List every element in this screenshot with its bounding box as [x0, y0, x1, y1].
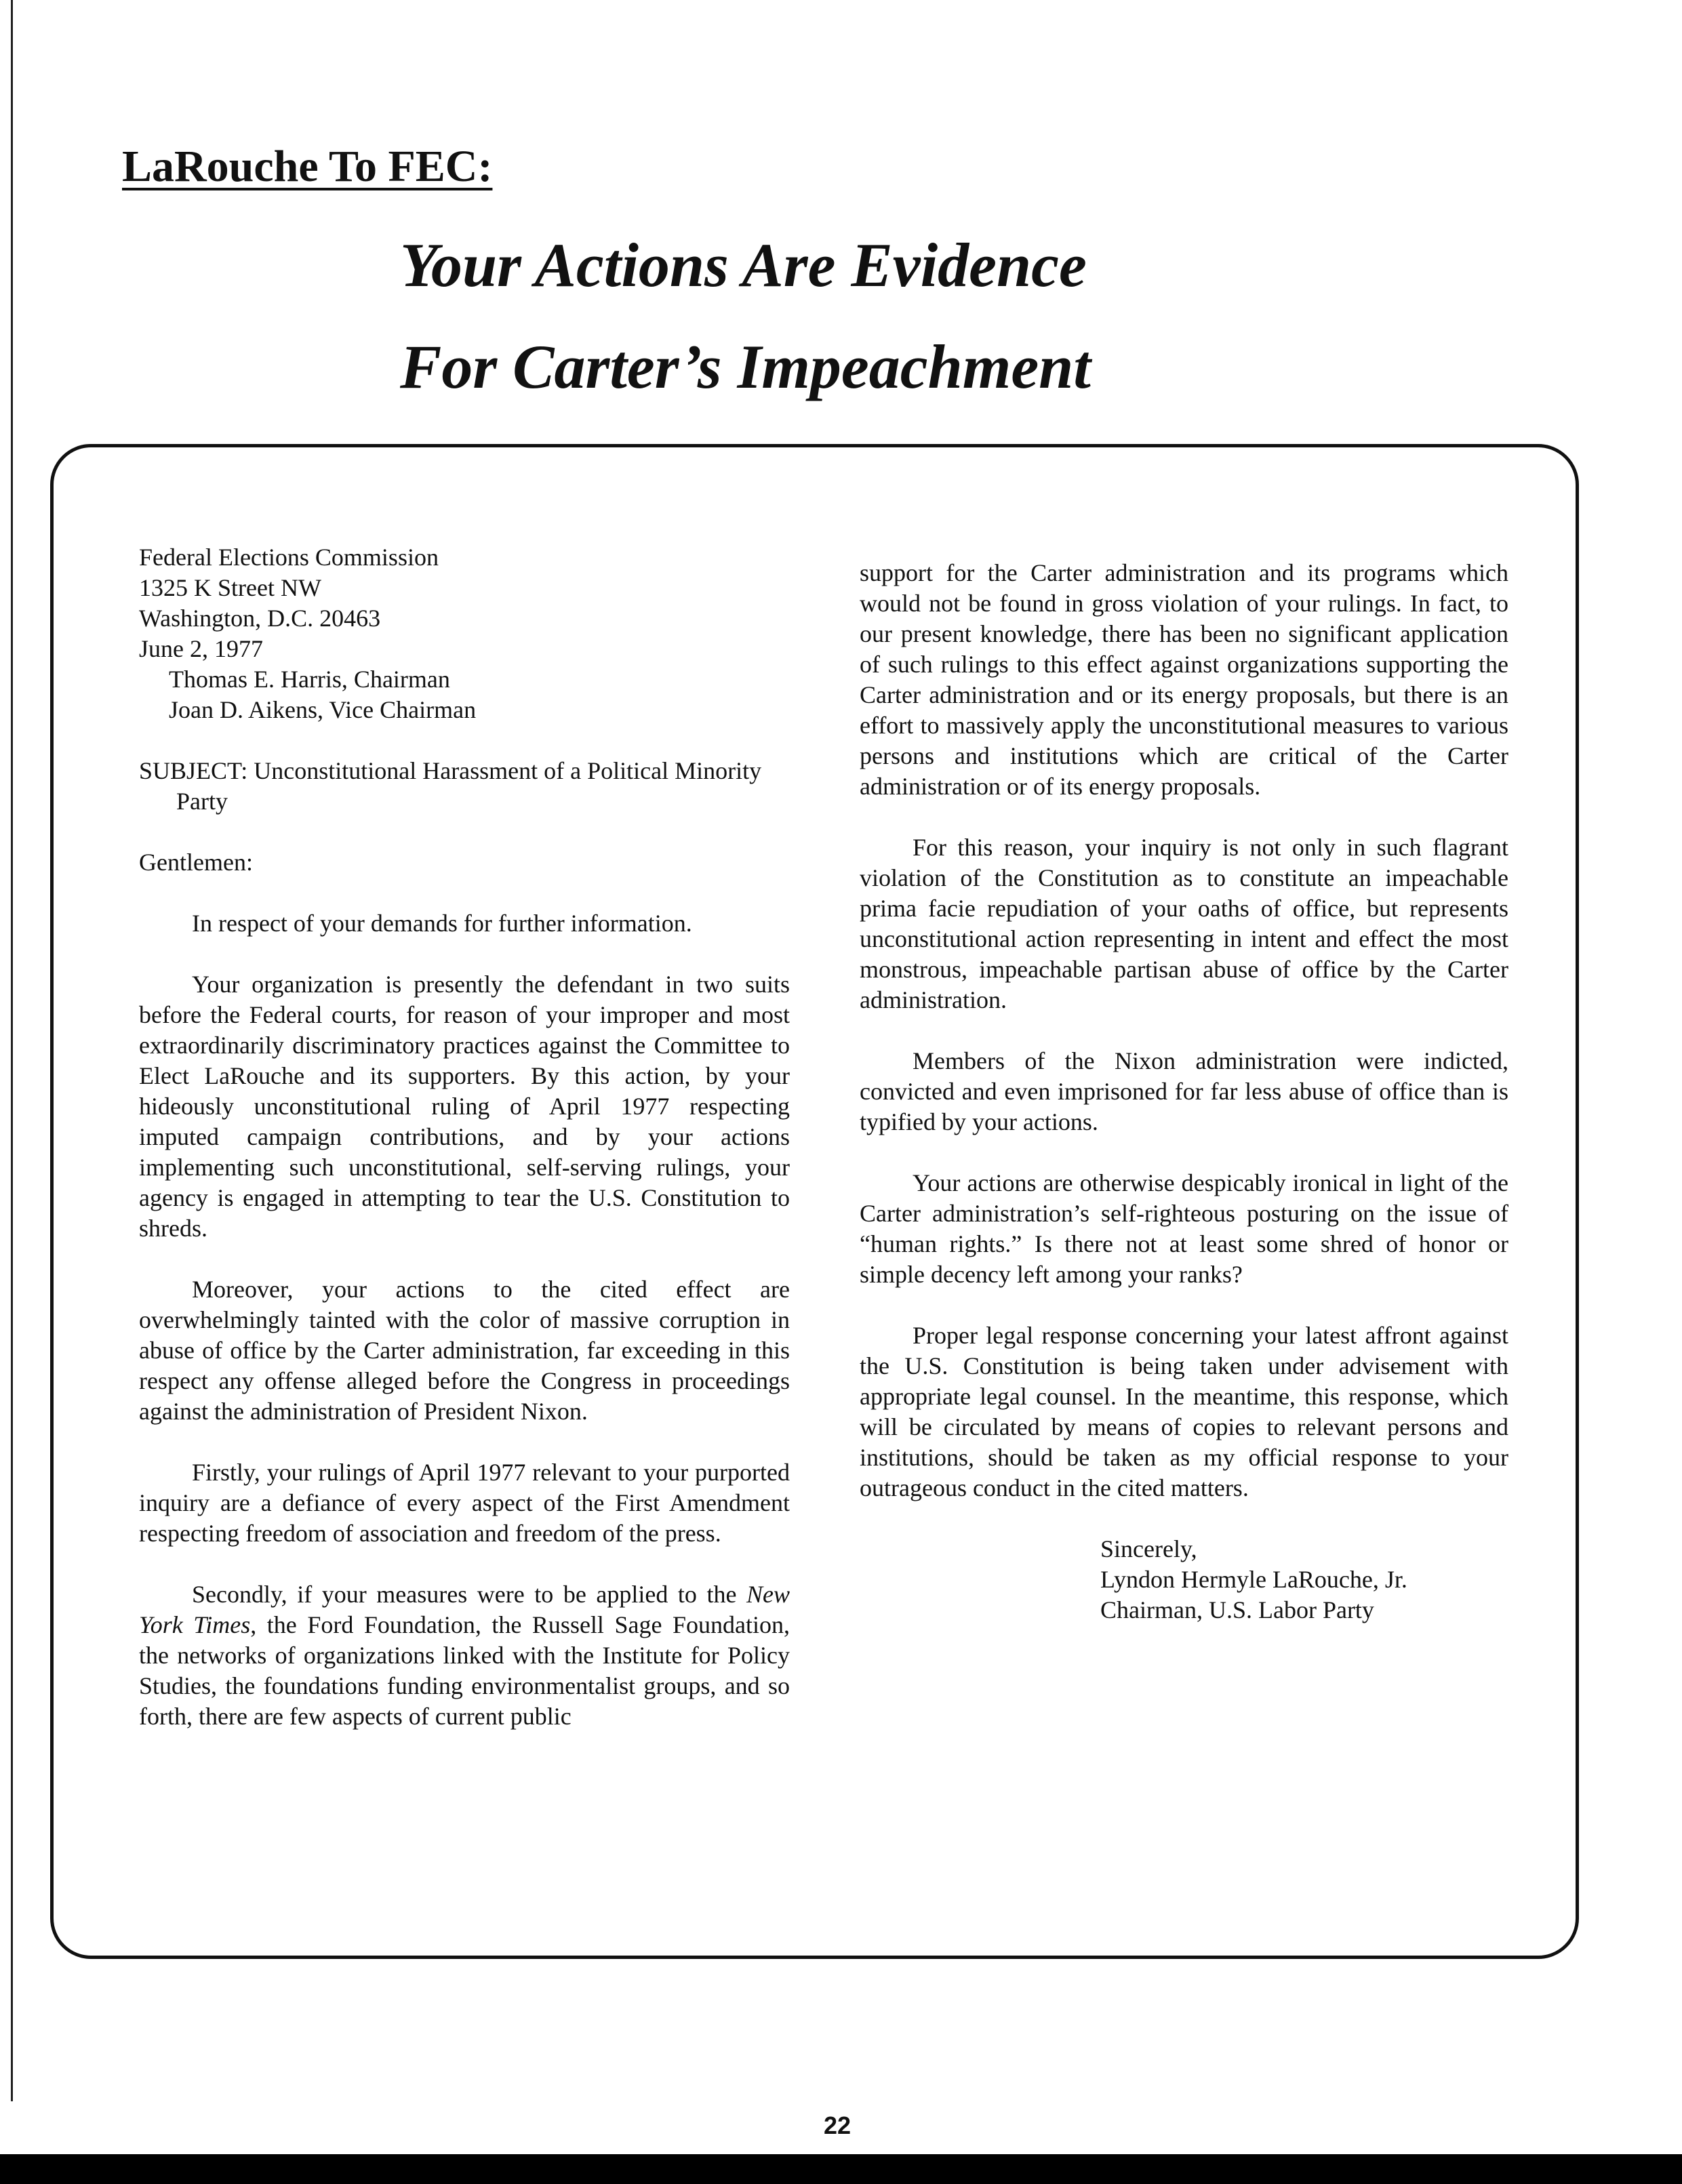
- scan-edge-band: [0, 2154, 1682, 2184]
- body-paragraph: For this reason, your inquiry is not only in such flagrant violation of the Constitution as to constitute an impeachable prima facie repudiation of your oaths of office, but represents unconstitutional action representing in intent and effect the most monstrous, impeachable partisan abuse of office by the Carter administration.: [860, 834, 1508, 1013]
- body-paragraph: Members of the Nixon administration were indicted, convicted and even imprisoned for far less abuse of office than is typified by your actions.: [860, 1047, 1508, 1135]
- signature-title: Chairman, U.S. Labor Party: [1100, 1596, 1374, 1623]
- italic-publication-name: New York Times: [139, 1581, 790, 1638]
- body-paragraph: Moreover, your actions to the cited effect are overwhelmingly tainted with the color of massive corruption in abuse of office by the Carter administration, far exceeding in this respect any offense alleged before the Congress in proceedings against the administration of President Nixon.: [139, 1276, 790, 1425]
- address-line: Federal Elections Commission: [139, 544, 439, 571]
- left-margin-rule: [11, 0, 13, 2101]
- page-number: 22: [823, 2111, 852, 2139]
- article-kicker: LaRouche To FEC:: [122, 142, 493, 191]
- letter-subject: SUBJECT: Unconstitutional Harassment of a Political Minority Party: [139, 757, 762, 815]
- signature-name: Lyndon Hermyle LaRouche, Jr.: [1100, 1566, 1407, 1593]
- body-paragraph: Your organization is presently the defendant in two suits before the Federal courts, for reason of your improper and most extraordinarily discriminatory practices against the Committee to Elect LaRouche and its supporters. By this action, by your hideously unconstitutional ruling of April 1977 respecting imputed campaign contributions, and by your actions implementing such unconstitutional, self-serving rulings, your agency is engaged in attempting to tear the U.S. Constitution to shreds.: [139, 971, 790, 1242]
- body-paragraph: [139, 1579, 790, 1732]
- headline-line-2: For Carter’s Impeachment: [400, 332, 1091, 401]
- letter-right-column: [860, 558, 1508, 1625]
- recipient-line: Thomas E. Harris, Chairman: [169, 666, 450, 693]
- letter-left-column: [139, 542, 790, 1732]
- body-paragraph: In respect of your demands for further information.: [192, 910, 692, 937]
- salutation: Gentlemen:: [139, 849, 253, 876]
- body-paragraph: Your actions are otherwise despicably ironical in light of the Carter administration’s self-righteous posturing on the issue of “human rights.” Is there not at least some shred of honor or simple decency left among your ranks?: [860, 1169, 1508, 1288]
- body-paragraph: support for the Carter administration and its programs which would not be found in gross violation of your rulings. In fact, to our present knowledge, there has been no significant application of such rulings to this effect against organizations supporting the Carter administration and or its energy proposals, but there is an effort to massively apply the unconstitutional measures to various persons and institutions which are critical of the Carter administration or of its energy proposals.: [860, 559, 1508, 800]
- address-line: Washington, D.C. 20463: [139, 605, 381, 632]
- paragraph-text: , the Ford Foundation, the Russell Sage Foundation, the networks of organizations linked with the Institute for Policy Studies, the foundations funding environmentalist groups, and so forth, there are few aspects of current public: [139, 1611, 790, 1730]
- paragraph-text: Secondly, if your measures were to be applied to the: [192, 1581, 737, 1608]
- body-paragraph: Proper legal response concerning your latest affront against the U.S. Constitution is being taken under advisement with appropriate legal counsel. In the meantime, this response, which will be circulated by means of copies to relevant persons and institutions, should be taken as my official response to your outrageous conduct in the cited matters.: [860, 1322, 1508, 1501]
- closing: Sincerely,: [1100, 1535, 1197, 1562]
- letter-date: June 2, 1977: [139, 635, 263, 662]
- address-line: 1325 K Street NW: [139, 574, 321, 601]
- headline-line-1: Your Actions Are Evidence: [400, 230, 1087, 300]
- recipient-line: Joan D. Aikens, Vice Chairman: [169, 696, 477, 723]
- body-paragraph: Firstly, your rulings of April 1977 relevant to your purported inquiry are a defiance of every aspect of the First Amendment respecting freedom of association and freedom of the press.: [139, 1459, 790, 1547]
